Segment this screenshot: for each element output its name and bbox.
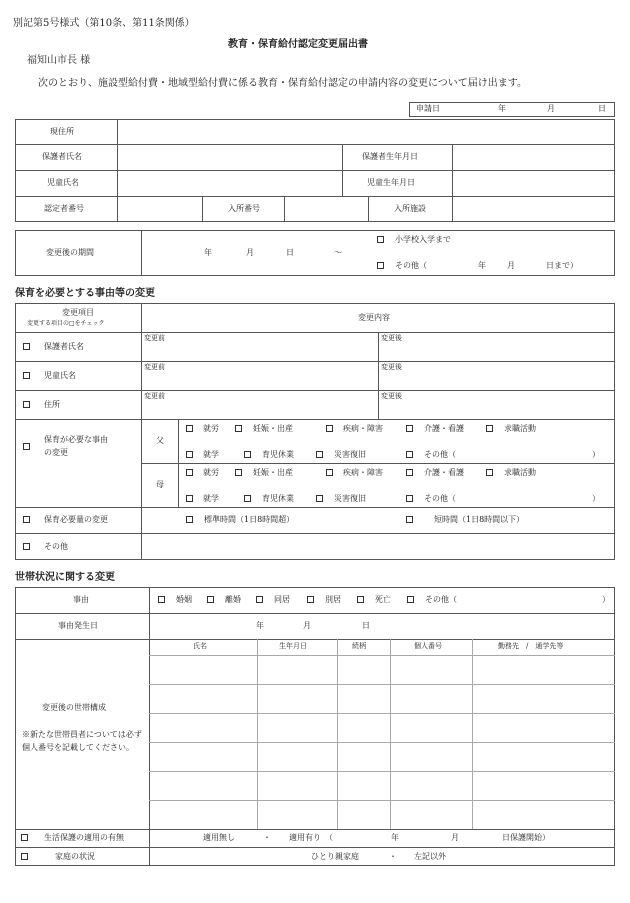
- welfare-month-unit: 月: [451, 833, 459, 842]
- document-title: 教育・保育給付認定変更届出書: [228, 39, 368, 50]
- father-study-checkbox[interactable]: [186, 451, 193, 458]
- family-label: 家庭の状況: [55, 852, 95, 861]
- address-before-label: 変更前: [144, 392, 165, 400]
- father-other-checkbox[interactable]: [406, 451, 413, 458]
- mother-study-label: 就学: [203, 494, 219, 503]
- short-time-label: 短時間（1日8時間以下）: [434, 515, 525, 524]
- mother-work-checkbox[interactable]: [186, 469, 193, 476]
- col-item-header: 変更項目: [62, 308, 94, 317]
- period-tilde: ～: [334, 248, 342, 257]
- standard-time-checkbox[interactable]: [186, 516, 193, 523]
- father-care-label: 介護・看護: [424, 424, 464, 433]
- death-checkbox[interactable]: [357, 596, 364, 603]
- mother-other-close: ）: [592, 494, 600, 503]
- marriage-label: 婚姻: [176, 595, 192, 604]
- welfare-applied[interactable]: 適用有り （: [289, 833, 333, 842]
- guardian-name-field[interactable]: [118, 145, 341, 169]
- father-childcare-leave-checkbox[interactable]: [244, 451, 251, 458]
- mother-other-label: その他（: [424, 494, 456, 503]
- father-other-close: ）: [592, 450, 600, 459]
- admission-number-field[interactable]: [285, 197, 367, 221]
- col-content-header: 変更内容: [358, 313, 390, 322]
- household-composition-note: ※新たな世帯員者については必ず個人番号を記載してください。: [22, 730, 142, 752]
- col-name-header: 氏名: [193, 642, 207, 650]
- change-address-label: 住所: [44, 400, 60, 409]
- household-composition-label: 変更後の世帯構成: [42, 703, 106, 712]
- period-table: [15, 230, 615, 276]
- family-checkbox[interactable]: [21, 853, 28, 860]
- cohabit-checkbox[interactable]: [256, 596, 263, 603]
- address-before-field[interactable]: [142, 391, 377, 418]
- admission-number-label: 入所番号: [228, 204, 260, 213]
- child-name-label: 児童氏名: [47, 178, 79, 187]
- application-day-unit: 日: [598, 104, 606, 113]
- guardian-name-after-label: 変更後: [381, 334, 402, 342]
- welfare-checkbox[interactable]: [21, 834, 28, 841]
- child-birth-field[interactable]: [453, 171, 614, 195]
- separate-checkbox[interactable]: [307, 596, 314, 603]
- welfare-start: 日保護開始）: [502, 833, 550, 842]
- change-child-name-checkbox[interactable]: [23, 372, 30, 379]
- child-name-after-field[interactable]: [379, 362, 614, 389]
- divorce-checkbox[interactable]: [207, 596, 214, 603]
- guardian-birth-label: 保護者生年月日: [362, 152, 418, 161]
- mother-work-label: 就労: [203, 468, 219, 477]
- father-work-label: 就労: [203, 424, 219, 433]
- household-members-grid[interactable]: [150, 656, 614, 829]
- divorce-label: 離婚: [225, 595, 241, 604]
- separate-label: 別居: [325, 595, 341, 604]
- welfare-none[interactable]: 適用無し: [203, 833, 235, 842]
- household-other-label: その他（: [425, 595, 457, 604]
- occurrence-month-unit: 月: [303, 621, 311, 630]
- form-number: 別記第5号様式（第10条、第11条関係）: [13, 18, 195, 29]
- address-after-label: 変更後: [381, 392, 402, 400]
- mother-care-label: 介護・看護: [424, 468, 464, 477]
- period-other-label: その他（: [395, 261, 427, 270]
- application-date-label: 申請日: [416, 104, 440, 113]
- period-month-unit: 月: [246, 248, 254, 257]
- change-guardian-name-label: 保護者氏名: [44, 342, 84, 351]
- cohabit-label: 同居: [274, 595, 290, 604]
- col-relation-header: 続柄: [352, 642, 366, 650]
- mother-care-checkbox[interactable]: [406, 469, 413, 476]
- mother-childcare-leave-checkbox[interactable]: [244, 495, 251, 502]
- guardian-name-after-field[interactable]: [379, 333, 614, 360]
- mother-illness-label: 疾病・障害: [343, 468, 383, 477]
- mother-pregnancy-label: 妊娠・出産: [253, 468, 293, 477]
- father-other-label: その他（: [424, 450, 456, 459]
- occurrence-date-label: 事由発生日: [58, 621, 98, 630]
- mother-other-checkbox[interactable]: [406, 495, 413, 502]
- father-disaster-label: 災害復旧: [334, 450, 366, 459]
- guardian-name-before-field[interactable]: [142, 333, 377, 360]
- mother-disaster-checkbox[interactable]: [316, 495, 323, 502]
- section-household-title: 世帯状況に関する変更: [15, 572, 115, 583]
- cert-number-label: 認定者番号: [44, 204, 84, 213]
- father-illness-checkbox[interactable]: [326, 425, 333, 432]
- period-year-unit: 年: [204, 248, 212, 257]
- household-other-close: ）: [602, 595, 610, 604]
- application-year-unit: 年: [498, 104, 506, 113]
- mother-illness-checkbox[interactable]: [326, 469, 333, 476]
- father-illness-label: 疾病・障害: [343, 424, 383, 433]
- death-label: 死亡: [375, 595, 391, 604]
- standard-time-label: 標準時間（1日8時間超）: [204, 515, 295, 524]
- welfare-dot: ・: [263, 833, 271, 842]
- change-reason-label-2: の変更: [44, 448, 68, 457]
- guardian-birth-field[interactable]: [453, 145, 614, 169]
- father-jobseek-checkbox[interactable]: [486, 425, 493, 432]
- change-child-name-label: 児童氏名: [44, 371, 76, 380]
- address-field[interactable]: [118, 120, 614, 143]
- child-name-before-field[interactable]: [142, 362, 377, 389]
- period-day-unit: 日: [286, 248, 294, 257]
- change-other-label: その他: [44, 542, 68, 551]
- family-dot: ・: [389, 852, 397, 861]
- cert-number-field[interactable]: [118, 197, 201, 221]
- col-item-note: 変更する項目の□をチェック: [27, 320, 105, 327]
- period-label: 変更後の期間: [46, 248, 94, 257]
- occurrence-day-unit: 日: [362, 621, 370, 630]
- period-other-end: 日まで）: [546, 261, 578, 270]
- child-name-after-label: 変更後: [381, 363, 402, 371]
- child-birth-label: 児童生年月日: [367, 178, 415, 187]
- until-elementary-label: 小学校入学まで: [395, 235, 451, 244]
- welfare-year-unit: 年: [391, 833, 399, 842]
- section-reason-title: 保育を必要とする事由等の変更: [15, 288, 155, 299]
- father-pregnancy-label: 妊娠・出産: [253, 424, 293, 433]
- col-workplace-header: 勤務先 / 通学先等: [498, 642, 564, 650]
- mother-childcare-leave-label: 育児休業: [262, 494, 294, 503]
- facility-label: 入所施設: [394, 204, 426, 213]
- application-month-unit: 月: [547, 104, 555, 113]
- father-care-checkbox[interactable]: [406, 425, 413, 432]
- change-reason-checkbox[interactable]: [23, 443, 30, 450]
- mother-disaster-label: 災害復旧: [334, 494, 366, 503]
- col-mynumber-header: 個人番号: [414, 642, 442, 650]
- col-birth-header: 生年月日: [279, 642, 307, 650]
- change-other-checkbox[interactable]: [23, 543, 30, 550]
- until-elementary-checkbox[interactable]: [377, 236, 384, 243]
- family-single-parent[interactable]: ひとり親家庭: [311, 852, 359, 861]
- period-other-month-unit: 月: [507, 261, 515, 270]
- occurrence-year-unit: 年: [256, 621, 264, 630]
- household-reason-label: 事由: [73, 595, 89, 604]
- addressee: 福知山市長 様: [27, 55, 91, 66]
- father-study-label: 就学: [203, 450, 219, 459]
- child-name-field[interactable]: [118, 171, 341, 195]
- guardian-name-before-label: 変更前: [144, 334, 165, 342]
- period-other-checkbox[interactable]: [377, 262, 384, 269]
- father-childcare-leave-label: 育児休業: [262, 450, 294, 459]
- father-work-checkbox[interactable]: [186, 425, 193, 432]
- change-guardian-name-checkbox[interactable]: [23, 343, 30, 350]
- change-amount-label: 保育必要量の変更: [44, 515, 108, 524]
- mother-pregnancy-checkbox[interactable]: [235, 469, 242, 476]
- father-jobseek-label: 求職活動: [504, 424, 536, 433]
- facility-field[interactable]: [453, 197, 614, 221]
- address-after-field[interactable]: [379, 391, 614, 418]
- change-other-field[interactable]: [142, 534, 614, 559]
- change-amount-checkbox[interactable]: [23, 516, 30, 523]
- family-other[interactable]: 左記以外: [414, 852, 446, 861]
- short-time-checkbox[interactable]: [406, 516, 413, 523]
- mother-jobseek-label: 求職活動: [504, 468, 536, 477]
- change-address-checkbox[interactable]: [23, 401, 30, 408]
- guardian-name-label: 保護者氏名: [42, 152, 82, 161]
- address-label: 現住所: [50, 127, 74, 136]
- father-label: 父: [156, 436, 164, 445]
- father-pregnancy-checkbox[interactable]: [235, 425, 242, 432]
- mother-jobseek-checkbox[interactable]: [486, 469, 493, 476]
- household-other-checkbox[interactable]: [407, 596, 414, 603]
- marriage-checkbox[interactable]: [158, 596, 165, 603]
- intro-text: 次のとおり、施設型給付費・地域型給付費に係る教育・保育給付認定の申請内容の変更について届け出ます。: [38, 78, 527, 89]
- mother-study-checkbox[interactable]: [186, 495, 193, 502]
- child-name-before-label: 変更前: [144, 363, 165, 371]
- change-reason-label-1: 保育が必要な事由: [44, 435, 108, 444]
- father-disaster-checkbox[interactable]: [316, 451, 323, 458]
- welfare-label: 生活保護の適用の有無: [44, 833, 124, 842]
- mother-label: 母: [156, 480, 164, 489]
- period-other-year-unit: 年: [478, 261, 486, 270]
